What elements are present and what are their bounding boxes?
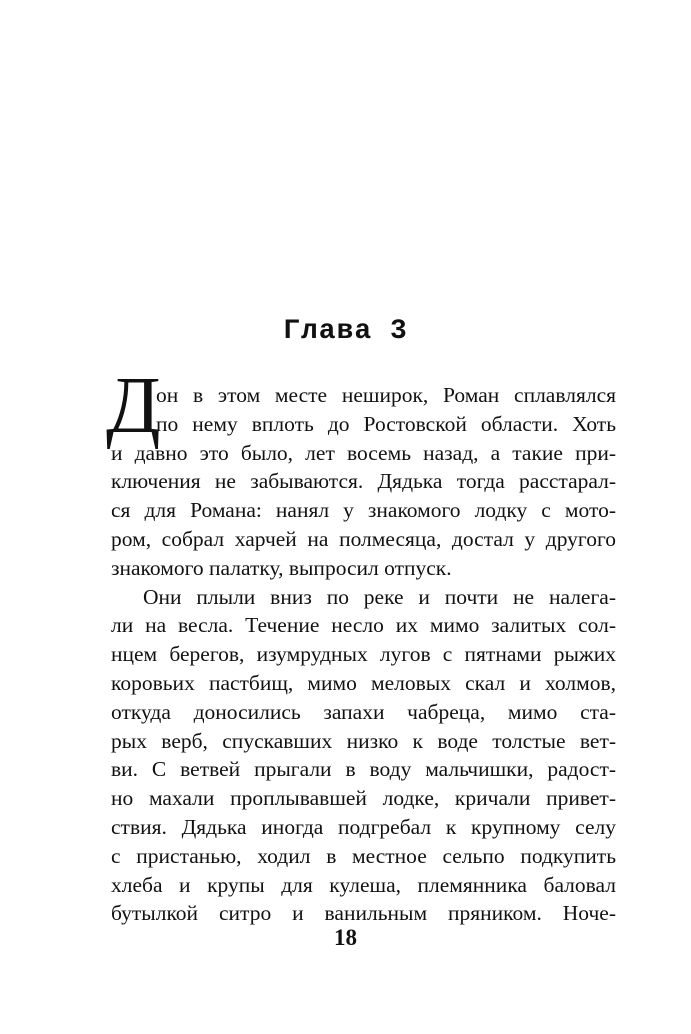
text-line: и давно это было, лет восемь назад, а такие при-: [111, 440, 616, 465]
drop-cap: Д: [106, 362, 161, 450]
text-line: коровьих пастбищ, мимо меловых скал и холмов,: [111, 670, 616, 695]
text-line: с пристанью, ходил в местное сельпо подкупить: [111, 843, 616, 868]
text-line: ром, собрал харчей на полмесяца, достал у другого: [111, 526, 616, 551]
text-line: хлеба и крупы для кулеша, племянника баловал: [111, 872, 616, 897]
text-line: но махали проплывавшей лодке, кричали привет-: [111, 786, 616, 811]
text-line: ся для Романа: нанял у знакомого лодку с мото-: [111, 498, 616, 523]
chapter-title: Глава 3: [283, 316, 408, 347]
text-line: ствия. Дядька иногда подгребал к крупному селу: [111, 814, 616, 839]
text-line: ключения не забываются. Дядька тогда расстарал-: [111, 469, 616, 494]
text-line: ли на весла. Течение несло их мимо залитых сол-: [111, 613, 616, 638]
text-line: ви. С ветвей прыгали в воду мальчишки, радост-: [111, 757, 616, 782]
text-line: знакомого палатку, выпросил отпуск.: [111, 555, 452, 580]
text-line: бутылкой ситро и ванильным пряником. Ноче-: [111, 901, 616, 926]
text-line: рых верб, спускавших низко к воде толстые вет-: [111, 728, 616, 753]
text-line: Они плыли вниз по реке и почти не налега-: [143, 584, 616, 609]
text-line: нцем берегов, изумрудных лугов с пятнами рыжих: [111, 642, 616, 667]
page-number: 18: [334, 925, 357, 950]
body-text: [111, 381, 616, 928]
text-line: он в этом месте неширок, Роман сплавлялся: [156, 383, 616, 407]
text-line: по нему вплоть до Ростовской области. Хоть: [156, 411, 616, 436]
text-line: откуда доносились запахи чабреца, мимо ста-: [111, 699, 616, 724]
